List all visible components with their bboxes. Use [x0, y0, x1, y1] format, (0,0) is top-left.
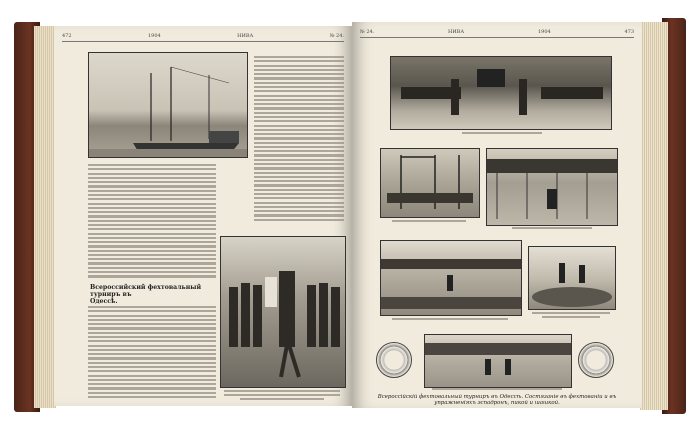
left-text-column — [88, 164, 216, 280]
right-page-footer-caption: Всероссійскій фехтовальный турниръ въ Одессѣ. Состязаніе въ фехтованіи и въ упражненіяхъ эспадронъ, пикой и шашкой. — [377, 394, 617, 406]
fencers-group-photo — [220, 236, 346, 388]
top-fencing-photo — [390, 56, 612, 130]
bottom-photo-caption — [432, 388, 562, 390]
left-text-column-bottom — [88, 306, 216, 400]
page-edges-left — [34, 26, 56, 408]
left-page-header — [62, 32, 344, 40]
gymnastics-caption — [392, 220, 466, 222]
right-page-year: 1904 — [537, 29, 551, 35]
page-edges-right — [640, 22, 668, 410]
top-photo-caption — [462, 132, 542, 134]
left-header-rule — [62, 41, 344, 42]
right-page-journal: НИВА — [448, 29, 465, 35]
heading-line-2: Одессѣ. — [90, 298, 118, 305]
right-page-header — [360, 28, 634, 36]
gymnastics-photo — [380, 148, 480, 218]
left-page-number: 472 — [62, 33, 72, 39]
left-page-year: 1904 — [147, 33, 161, 39]
fencers-photo-caption — [220, 390, 344, 400]
right-page — [352, 22, 642, 408]
left-text-column-top-right — [254, 56, 344, 223]
yacht-photo — [88, 52, 248, 158]
left-page-journal: НИВА — [237, 33, 254, 39]
right-header-rule — [360, 37, 634, 38]
mounted-exercise-caption — [532, 312, 610, 318]
medal-right-ornament — [578, 342, 614, 378]
left-page-issue: № 24. — [329, 33, 344, 39]
fencing-exercises-photo — [486, 148, 618, 226]
left-page — [54, 26, 352, 406]
medal-left-ornament — [376, 342, 412, 378]
heading-line-1: Всероссийский фехтовальный турниръ въ — [90, 284, 202, 298]
right-page-number: 473 — [624, 29, 634, 35]
open-book — [14, 18, 686, 416]
fencing-tournament-heading — [90, 284, 214, 305]
fencing-exercises-caption — [512, 227, 592, 229]
mounted-exercise-photo — [528, 246, 616, 310]
crowd-field-caption — [392, 318, 508, 320]
crowd-field-photo — [380, 240, 522, 316]
bottom-fencing-photo — [424, 334, 572, 388]
right-page-issue: № 24. — [360, 29, 375, 35]
